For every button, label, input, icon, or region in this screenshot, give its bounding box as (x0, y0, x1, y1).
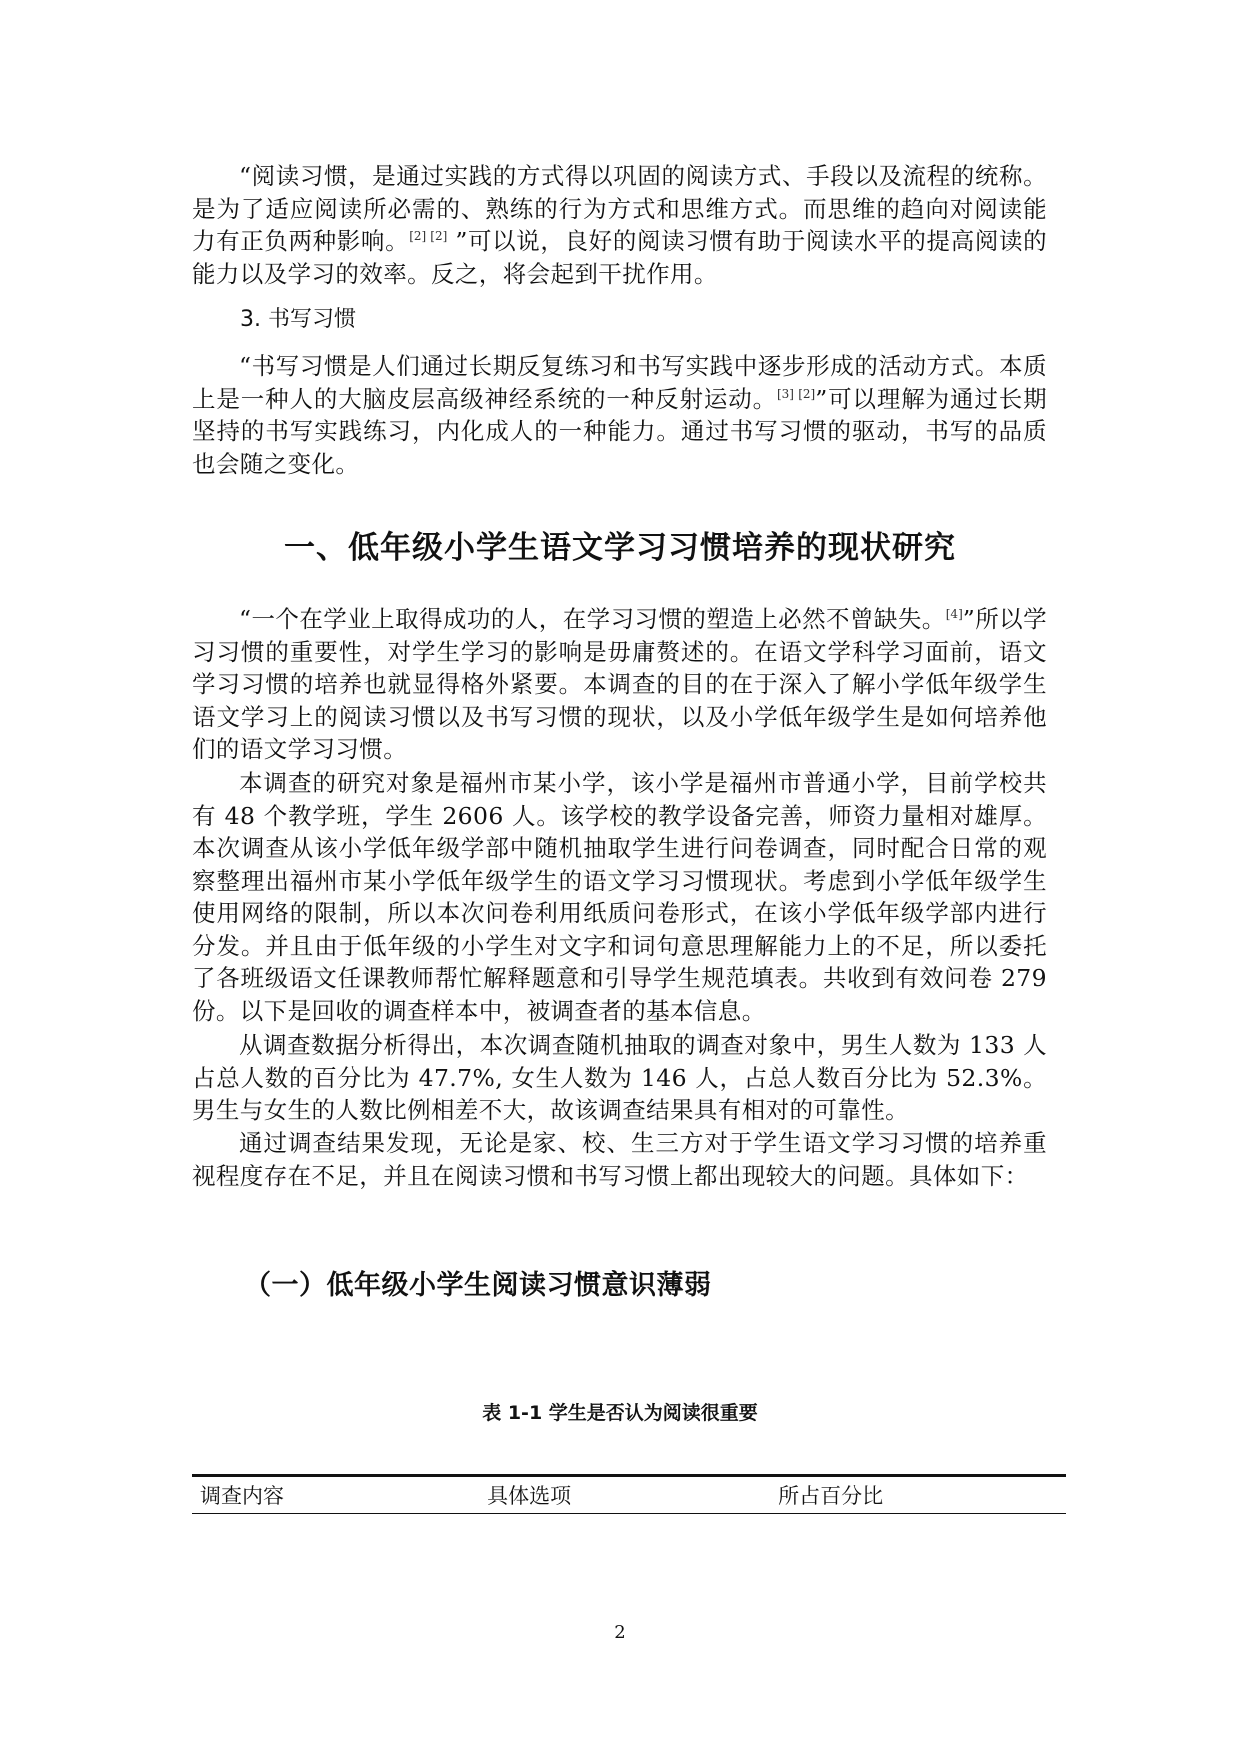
section-heading: 一、低年级小学生语文学习习惯培养的现状研究 (284, 530, 956, 566)
paragraph-writing-habit (192, 350, 1047, 480)
paragraph-data-analysis: 从调查数据分析得出，本次调查随机抽取的调查对象中，男生人数为 133 人占总人数的百分比为 47.7%, 女生人数为 146 人，占总人数百分比为 52.3%。男生与女生的人数比例相差不大，故该调查结果具有相对的可靠性。 (192, 1031, 1047, 1124)
paragraph-text: “书写习惯是人们通过长期反复练习和书写实践中逐步形成的活动方式。本质上是一种人的大脑皮层高级神经系统的一种反射运动。 (192, 352, 1047, 413)
table-header-cell: 调查内容 (200, 1484, 284, 1508)
paragraph-findings: 通过调查结果发现，无论是家、校、生三方对于学生语文学习习惯的培养重视程度存在不足，并且在阅读习惯和书写习惯上都出现较大的问题。具体如下： (192, 1129, 1047, 1190)
paragraph-text: “阅读习惯，是通过实践的方式得以巩固的阅读方式、手段以及流程的统称。是为了适应阅读所必需的、熟练的行为方式和思维方式。而思维的趋向对阅读能力有正负两种影响。 (192, 162, 1047, 255)
citation-ref[interactable]: [4] (945, 607, 963, 621)
table-caption: 表 1-1 学生是否认为阅读很重要 (482, 1402, 758, 1424)
paragraph-research-subject: 本调查的研究对象是福州市某小学，该小学是福州市普通小学，目前学校共有 48 个教学班，学生 2606 人。该学校的教学设备完善，师资力量相对雄厚。本次调查从该小学低年级学部中随机抽取学生进行问卷调查，同时配合日常的观察整理出福州市某小学低年级学生的语文学习习惯现状。考虑到小学低年级学生使用网络的限制，所以本次问卷利用纸质问卷形式，在该小学低年级学部内进行分发。并且由于低年级的小学生对文字和词句意思理解能力上的不足，所以委托了各班级语文任课教师帮忙解释题意和引导学生规范填表。共收到有效问卷 279 份。以下是回收的调查样本中，被调查者的基本信息。 (192, 769, 1047, 1025)
table-header-rule (192, 1513, 1066, 1514)
paragraph-text: “一个在学业上取得成功的人，在学习习惯的塑造上必然不曾缺失。 (239, 605, 946, 633)
survey-table (192, 1474, 1066, 1514)
table-header-cell: 所占百分比 (778, 1484, 884, 1508)
table-header-row (192, 1477, 1066, 1513)
table-header-cell: 具体选项 (487, 1484, 572, 1508)
subheading-writing-habit: 3. 书写习惯 (240, 307, 356, 332)
subsection-heading: （一）低年级小学生阅读习惯意识薄弱 (244, 1270, 712, 1301)
citation-ref[interactable]: [3] [2] (776, 386, 816, 401)
paragraph-intro (192, 603, 1047, 766)
paragraph-text: ”所以学习习惯的重要性，对学生学习的影响是毋庸赘述的。在语文学科学习面前，语文学习习惯的培养也就显得格外紧要。本调查的目的在于深入了解小学低年级学生语文学习上的阅读习惯以及书写习惯的现状，以及小学低年级学生是如何培养他们的语文学习习惯。 (192, 605, 1047, 763)
citation-ref[interactable]: [2] [2] (409, 229, 448, 243)
paragraph-text: ”可以理解为通过长期坚持的书写实践练习，内化成人的一种能力。通过书写习惯的驱动，书写的品质也会随之变化。 (192, 384, 1048, 478)
paragraph-text: ”可以说，良好的阅读习惯有助于阅读水平的提高阅读的能力以及学习的效率。反之，将会起到干扰作用。 (192, 227, 1047, 288)
paragraph-reading-habit (192, 160, 1047, 290)
page-number: 2 (614, 1622, 626, 1643)
